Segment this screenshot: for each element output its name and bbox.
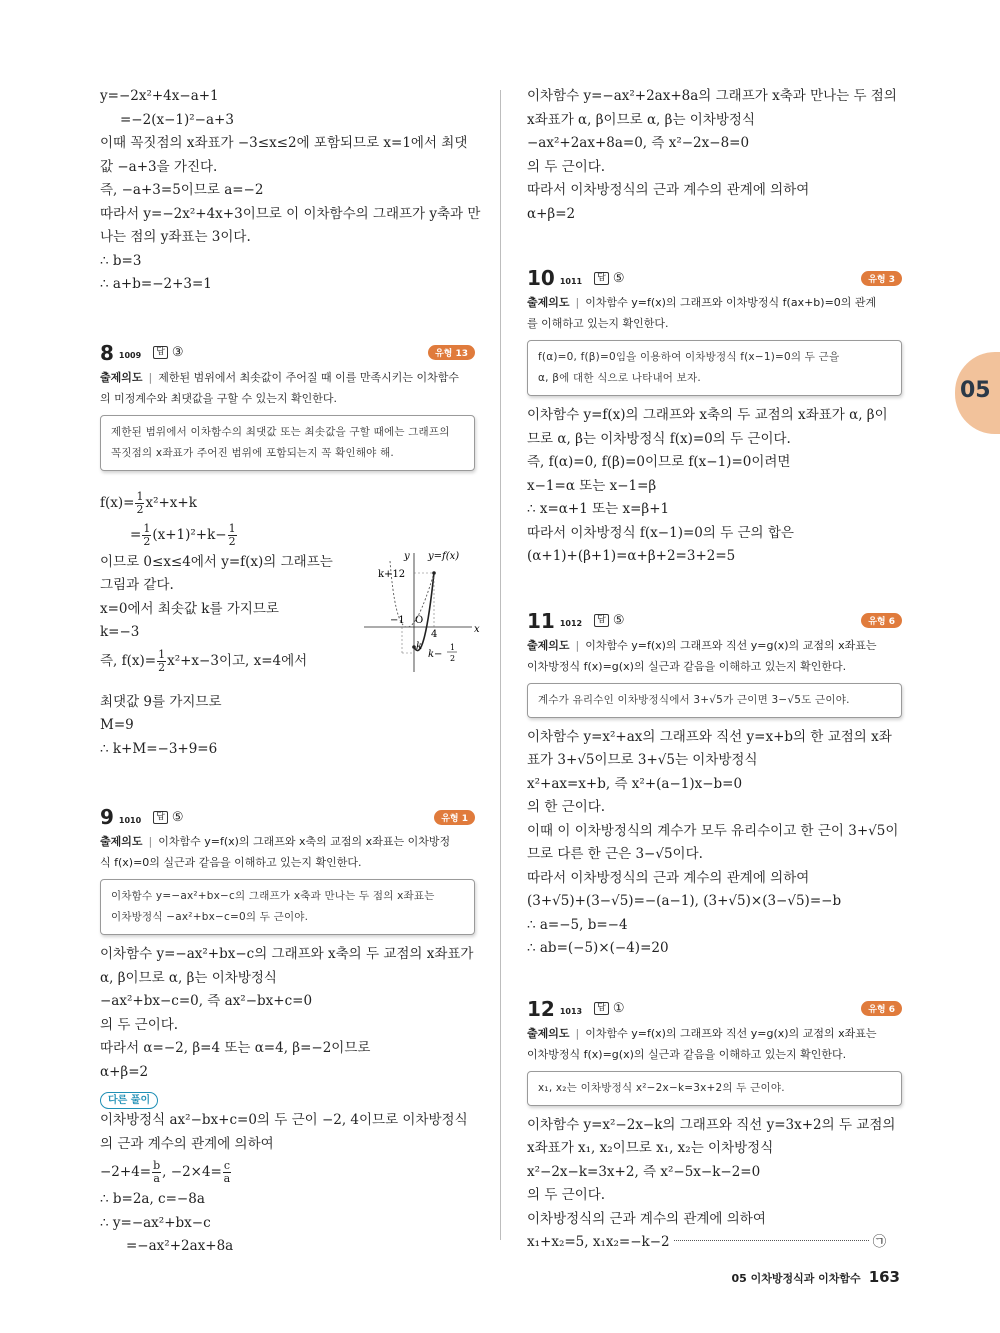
answer-value: ⑤ (612, 270, 625, 286)
denominator: 2 (136, 502, 144, 516)
answer-label: 답 (153, 346, 168, 359)
answer-label: 답 (594, 614, 609, 627)
answer-value: ⑤ (612, 613, 625, 628)
chapter-tab-label: 05 (960, 378, 991, 403)
text-line: −ax²+bx−c=0, 즉 ax²−bx+c=0 (100, 993, 313, 1009)
text-line: 이때 꼭짓점의 x좌표가 −3≤x≤2에 포함되므로 x=1에서 최댓 (100, 135, 468, 151)
text-line: k=−3 (100, 624, 140, 640)
hint-line: x₁, x₂는 이차방정식 x²−2x−k=3x+2의 두 근이야. (538, 1081, 785, 1094)
formula-part: x²+x−3이고, x=4에서 (167, 652, 308, 669)
hint-line: f(α)=0, f(β)=0임을 이용하여 이차방정식 f(x−1)=0의 두 근을 (538, 351, 840, 363)
text-line: 이차함수 y=x²+ax의 그래프와 직선 y=x+b의 한 교점의 x좌 (527, 728, 892, 745)
problem-header (100, 803, 475, 831)
alt-solution-badge: 다른 풀이 (100, 1092, 158, 1109)
numerator: 1 (228, 521, 236, 535)
text-line: 의 두 근이다. (527, 158, 606, 175)
text-line: ∴ k+M=−3+9=6 (100, 740, 218, 757)
numerator: b (153, 1159, 161, 1172)
neg1-label: −1 (390, 614, 405, 626)
k12-label: k+12 (378, 568, 406, 580)
fraction (135, 491, 144, 516)
text-line: −ax²+2ax+8a=0, 즉 x²−2x−8=0 (527, 135, 750, 151)
text-line: x=0에서 최솟값 k를 가지므로 (100, 600, 279, 617)
formula-part: −2+4= (100, 1164, 152, 1180)
problem-12 (527, 995, 902, 1255)
chapter-title: 05 이차방정식과 이차함수 (731, 1272, 861, 1285)
type-badge: 유형 6 (861, 613, 902, 628)
fraction (223, 1160, 231, 1185)
text-line: 므로 다른 한 근은 3−√5이다. (527, 846, 703, 862)
text-line: 이때 이 이차방정식의 계수가 모두 유리수이고 한 근이 3+√5이 (527, 822, 899, 839)
text-line: x좌표가 x₁, x₂이므로 x₁, x₂는 이차방정식 (527, 1140, 774, 1156)
problem-code: 1009 (118, 351, 142, 360)
text-line: ∴ a=−5, b=−4 (527, 916, 628, 933)
hint-line: α, β에 대한 식으로 나타내어 보자. (538, 372, 701, 384)
text-line: 이차함수 y=f(x)의 그래프와 x축의 두 교점의 x좌표가 α, β이 (527, 407, 888, 423)
x-label: x (474, 623, 480, 635)
hint-line: 제한된 범위에서 이차함수의 최댓값 또는 최솟값을 구할 때에는 그래프의 (111, 425, 450, 438)
intent-label: 출제의도 (100, 370, 143, 384)
problem-header (100, 339, 475, 367)
answer-value: ③ (171, 345, 184, 360)
text-line: ∴ a+b=−2+3=1 (100, 276, 212, 292)
text-line: (α+1)+(β+1)=α+β+2=3+2=5 (527, 548, 736, 564)
intent-label: 출제의도 (527, 296, 570, 309)
y-label: y (404, 550, 410, 562)
problem-code: 1012 (559, 619, 583, 628)
intent-text: 이차함수 y=f(x)의 그래프와 직선 y=g(x)의 교점의 x좌표는 (585, 638, 877, 652)
text-line: 표가 3+√5이므로 3+√5는 이차방정식 (527, 752, 758, 768)
text-line (527, 1231, 902, 1255)
text-line: 그림과 같다. (100, 577, 174, 593)
problem-number: 10 (527, 266, 555, 290)
formula-part: , −2×4= (162, 1164, 222, 1180)
equation-marker: ㉠ (872, 1234, 887, 1250)
hint-line: 이차함수 y=−ax²+bx−c의 그래프가 x축과 만나는 두 점의 x좌표는 (111, 890, 435, 902)
max-point (432, 571, 436, 575)
text-line: x²+ax=x+b, 즉 x²+(a−1)x−b=0 (527, 775, 743, 792)
text-line: ∴ b=3 (100, 252, 142, 269)
text-line: x²−2x−k=3x+2, 즉 x²−5x−k−2=0 (527, 1163, 761, 1180)
problem-9 (100, 803, 475, 1259)
origin-label: O (415, 614, 424, 626)
right-column (527, 85, 902, 1255)
page-number: 163 (868, 1268, 900, 1286)
intent-label: 출제의도 (527, 638, 570, 652)
intent-text: 제한된 범위에서 최솟값이 주어질 때 이를 만족시키는 이차함수 (158, 370, 459, 384)
text-line: 최댓값 9를 가지므로 (100, 693, 222, 710)
dotted-leader (674, 1240, 869, 1241)
page-footer (700, 1268, 900, 1286)
problem-8 (100, 339, 480, 762)
kminus-frac-d: 2 (450, 653, 456, 663)
problem-header (527, 264, 902, 292)
problem-number: 8 (100, 340, 114, 365)
text-line: 이차함수 y=x²−2x−k의 그래프와 직선 y=3x+2의 두 교점의 (527, 1116, 896, 1133)
hint-line: 계수가 유리수인 이차방정식에서 3+√5가 근이면 3−√5도 근이야. (538, 693, 850, 706)
hint-line: 꼭짓점의 x좌표가 주어진 범위에 포함되는지 꼭 확인해야 해. (111, 446, 394, 459)
text-line: 의 한 근이다. (527, 799, 606, 815)
problem-header (527, 607, 902, 635)
text-line: ∴ ab=(−5)×(−4)=20 (527, 940, 669, 956)
problem-header (527, 995, 902, 1023)
problem-code: 1013 (559, 1007, 583, 1016)
kminus-frac-n: 1 (450, 642, 456, 652)
graph-text (100, 551, 333, 677)
intent-text-2: 이차방정식 f(x)=g(x)의 실근과 같음을 이해하고 있는지 확인한다. (527, 659, 847, 673)
hint-line: 이차방정식 −ax²+bx−c=0의 두 근이야. (111, 911, 309, 923)
denominator: 2 (228, 534, 236, 548)
intent-label: 출제의도 (527, 1026, 570, 1040)
text-line: 따라서 이차방정식의 근과 계수의 관계에 의하여 (527, 182, 810, 198)
four-label: 4 (431, 628, 438, 640)
text-line: =−2(x−1)²−a+3 (120, 111, 234, 128)
text-line: y=−2x²+4x−a+1 (100, 88, 219, 104)
fraction (228, 523, 237, 548)
chapter-tab (955, 352, 1000, 434)
hint-box (527, 1071, 902, 1106)
hint-box (100, 879, 475, 935)
answer-label: 답 (594, 1002, 609, 1015)
kminus-label: k− (428, 648, 443, 660)
answer-label: 답 (153, 811, 168, 824)
formula-part: (x+1)²+k− (152, 526, 227, 543)
denominator: a (153, 1172, 160, 1185)
problem-code: 1010 (118, 815, 142, 825)
text-line: 이므로 0≤x≤4에서 y=f(x)의 그래프는 (100, 553, 333, 570)
intent: 출제의도 | 이차함수 y=f(x)의 그래프와 x축의 교점의 x좌표는 이차방정 (100, 835, 451, 848)
formula-line (100, 1156, 475, 1188)
type-badge: 유형 1 (434, 810, 475, 825)
text-line: (3+√5)+(3−√5)=−(a−1), (3+√5)×(3−√5)=−b (527, 893, 842, 909)
text-line: 즉, −a+3=5이므로 a=−2 (100, 182, 264, 198)
problem-number: 12 (527, 996, 555, 1021)
text-line: 따라서 이차방정식 f(x−1)=0의 두 근의 합은 (527, 524, 794, 541)
type-badge: 유형 6 (861, 1001, 902, 1016)
text-line: 따라서 y=−2x²+4x+3이므로 이 이차함수의 그래프가 y축과 만 (100, 205, 481, 222)
formula-line (100, 645, 333, 677)
intent-label: 출제의도 (100, 835, 143, 848)
text-line: =−ax²+2ax+8a (126, 1238, 234, 1254)
intent-text: 이차함수 y=f(x)의 그래프와 x축의 교점의 x좌표는 이차방정 (158, 835, 451, 848)
intent: 출제의도 | 이차함수 y=f(x)의 그래프와 직선 y=g(x)의 교점의 x좌표는 (527, 1026, 877, 1040)
numerator: 1 (158, 647, 166, 661)
text-line: x좌표가 α, β이므로 α, β는 이차방정식 (527, 111, 755, 128)
text-line: 즉, f(α)=0, f(β)=0이므로 f(x−1)=0이려면 (527, 454, 791, 470)
text-line: 나는 점의 y좌표는 3이다. (100, 229, 251, 245)
text-line: 이차방정식 ax²−bx+c=0의 두 근이 −2, 4이므로 이차방정식 (100, 1112, 468, 1128)
intent-text: 이차함수 y=f(x)의 그래프와 이차방정식 f(ax+b)=0의 관계 (585, 296, 877, 309)
type-badge: 유형 3 (861, 271, 902, 286)
text-line: 의 근과 계수의 관계에 의하여 (100, 1135, 274, 1152)
problem-number: 9 (100, 805, 114, 829)
text-line: 의 두 근이다. (100, 1016, 179, 1033)
numerator: 1 (136, 489, 144, 503)
intent: 출제의도 | 이차함수 y=f(x)의 그래프와 이차방정식 f(ax+b)=0의 관계 (527, 296, 877, 309)
answer-value: ① (612, 1001, 625, 1016)
intent: 출제의도 | 제한된 범위에서 최솟값이 주어질 때 이를 만족시키는 이차함수 (100, 370, 459, 384)
formula-part: x²+x+k (145, 494, 197, 511)
continued-solution (100, 85, 481, 297)
intent-text-2: 를 이해하고 있는지 확인한다. (527, 317, 669, 330)
intent-text-2: 식 f(x)=0의 실근과 같음을 이해하고 있는지 확인한다. (100, 856, 362, 869)
text-line: 따라서 α=−2, β=4 또는 α=4, β=−2이므로 (100, 1040, 371, 1056)
text-line: ∴ x=α+1 또는 x=β+1 (527, 501, 670, 517)
text-line: α+β=2 (100, 1063, 149, 1080)
text-line: 의 두 근이다. (527, 1187, 606, 1203)
formula-part: f(x)= (100, 494, 135, 511)
intent-text: 이차함수 y=f(x)의 그래프와 직선 y=g(x)의 교점의 x좌표는 (585, 1026, 877, 1040)
left-column (100, 85, 481, 1259)
formula-part: x₁+x₂=5, x₁x₂=−k−2 (527, 1234, 670, 1250)
parabola-graph (362, 547, 482, 677)
continued-solution (527, 85, 902, 226)
numerator: 1 (143, 521, 151, 535)
formula-part: 즉, f(x)= (100, 652, 157, 669)
type-badge: 유형 13 (428, 345, 475, 360)
intent-text-2: 이차방정식 f(x)=g(x)의 실근과 같음을 이해하고 있는지 확인한다. (527, 1047, 847, 1061)
text-line: α, β이므로 α, β는 이차방정식 (100, 969, 277, 986)
problem-10 (527, 264, 902, 569)
denominator: 2 (143, 534, 151, 548)
text-line: 이차함수 y=−ax²+bx−c의 그래프와 x축의 두 교점의 x좌표가 (100, 946, 474, 962)
formula-line (100, 487, 475, 519)
graph-row (100, 550, 480, 691)
problem-code: 1011 (559, 276, 583, 286)
k-label: k (416, 640, 423, 652)
problem-number: 11 (527, 608, 555, 633)
intent-text-2: 의 미정계수와 최댓값을 구할 수 있는지 확인한다. (100, 391, 337, 405)
column-divider (500, 90, 501, 1240)
formula-part: = (130, 526, 142, 543)
curve-label: y=f(x) (428, 550, 460, 562)
text-line: 따라서 이차방정식의 근과 계수의 관계에 의하여 (527, 869, 810, 886)
hint-box (527, 683, 902, 718)
numerator: c (223, 1159, 231, 1172)
hint-box (100, 415, 475, 471)
text-line: M=9 (100, 717, 134, 733)
answer-value: ⑤ (171, 809, 184, 825)
text-line: 값 −a+3을 가진다. (100, 158, 218, 175)
hint-box (527, 340, 902, 396)
problem-11 (527, 607, 902, 961)
fraction (157, 649, 166, 674)
text-line: ∴ y=−ax²+bx−c (100, 1214, 211, 1231)
text-line: x−1=α 또는 x−1=β (527, 477, 657, 494)
intent: 출제의도 | 이차함수 y=f(x)의 그래프와 직선 y=g(x)의 교점의 x좌표는 (527, 638, 877, 652)
text-line: α+β=2 (527, 205, 576, 222)
text-line: 므로 α, β는 이차방정식 f(x)=0의 두 근이다. (527, 430, 791, 447)
denominator: 2 (158, 660, 166, 674)
text-line: ∴ b=2a, c=−8a (100, 1191, 205, 1207)
denominator: a (223, 1172, 231, 1185)
text-line: 이차함수 y=−ax²+2ax+8a의 그래프가 x축과 만나는 두 점의 (527, 88, 897, 104)
answer-label: 답 (594, 272, 609, 285)
fraction (152, 1160, 161, 1185)
fraction (142, 523, 151, 548)
text-line: 이차방정식의 근과 계수의 관계에 의하여 (527, 1210, 766, 1227)
